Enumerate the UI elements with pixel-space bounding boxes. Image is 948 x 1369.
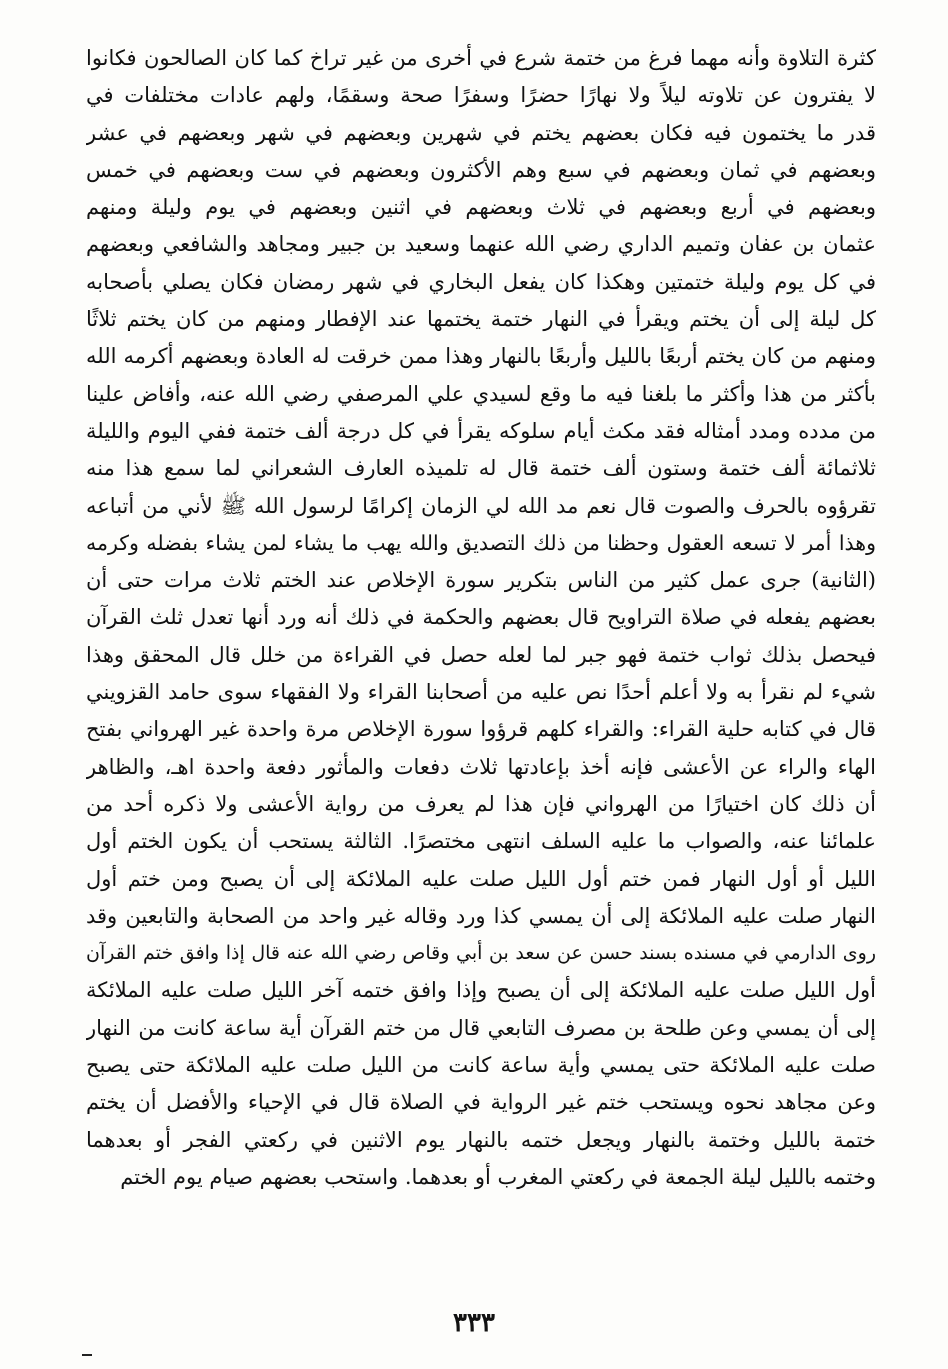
text-line: كثرة التلاوة وأنه مهما فرغ من ختمة شرع في أخرى من غير تراخ كما كان الصالحون فكانوا [86,46,876,70]
text-line: وبعضهم في ثمان وبعضهم في سبع وهم الأكثرون وبعضهم في ست وبعضهم في خمس [86,157,876,182]
text-line: وهذا أمر لا تسعه العقول وحظنا من ذلك التصديق والله يهب ما يشاء لمن يشاء بفضله وكرمه [86,530,876,555]
text-line: أول الليل صلت عليه الملائكة إلى أن يصبح وإذا وافق ختمه آخر الليل صلت عليه الملائكة [86,978,876,1003]
text-line: قدر ما يختمون فيه فكان بعضهم يختم في شهرين وبعضهم في شهر وبعضهم في عشر [86,120,876,145]
text-line: روى الدارمي في مسنده بسند حسن عن سعد بن أبي وقاص رضي الله عنه قال إذا وافق ختم القرآن [86,942,876,965]
text-body [86,40,876,1196]
text-line: علمائنا عنه، والصواب ما عليه السلف انتهى مختصرًا. الثالثة يستحب أن يكون الختم أول [86,829,876,854]
text-line: أن ذلك كان اختيارًا من الهرواني فإن هذا لم يعرف من رواية الأعشى ولا ذكره أحد من [86,791,876,816]
text-line: صلت عليه الملائكة حتى يمسي وأية ساعة كانت من الليل صلت عليه الملائكة حتى يصبح [86,1053,876,1078]
text-line: ومنهم من كان يختم أربعًا بالليل وأربعًا بالنهار وهذا ممن خرقت له العادة وبعضهم أكرمه الله [86,344,876,369]
text-line: فيحصل بذلك ثواب ختمة فهو جبر لما لعله حصل في القراءة من خلل قال المحقق وهذا [86,642,876,667]
text-line: لا يفترون عن تلاوته ليلاً ولا نهارًا حضرًا وسفرًا صحة وسقمًا، ولهم عادات مختلفات في [86,83,876,108]
scan-mark [82,1354,92,1356]
text-line: وبعضهم في أربع وبعضهم في ثلاث وبعضهم في اثنين وبعضهم في يوم وليلة ومنهم [86,195,876,220]
text-line: الهاء والراء عن الأعشى فإنه أخذ بإعادتها ثلاث دفعات والمأثور دفعة واحدة اهـ، والظاهر [86,754,876,779]
text-line: ثلاثمائة ألف ختمة وستون ألف ختمة قال له تلميذه العارف الشعراني لما سمع هذا منه [86,456,876,481]
text-line: وختمه بالليل ليلة الجمعة في ركعتي المغرب أو بعدهما. واستحب بعضهم صيام يوم الختم [120,1164,876,1189]
text-line: شيء لم نقرأ به ولا أعلم أحدًا نص عليه من أصحابنا القراء ولا الفقهاء سوى حامد القزويني [86,680,876,705]
text-line: في كل يوم وليلة ختمتين وهكذا كان يفعل البخاري في شهر رمضان فكان يصلي بأصحابه [86,269,876,294]
text-line: (الثانية) جرى عمل كثير من الناس بتكرير سورة الإخلاص عند الختم ثلاث مرات حتى أن [86,568,876,593]
text-line: الليل أو أول النهار فمن ختم أول الليل صلت عليه الملائكة إلى أن يصبح ومن ختم أول [86,866,876,891]
text-line: إلى أن يمسي وعن طلحة بن مصرف التابعي قال من ختم القرآن أية ساعة كانت من النهار [86,1015,876,1040]
text-line: بعضهم يفعله في صلاة التراويح قال بعضهم والحكمة في ذلك أنه ورد أنها تعدل ثلث القرآن [86,605,876,630]
text-line: وعن مجاهد نحوه ويستحب ختم غير الرواية في الصلاة قال في الإحياء والأفضل أن يختم [86,1090,876,1115]
text-line: كل ليلة إلى أن يختم ويقرأ في النهار ختمة يختمها عند الإفطار ومنهم من كان يختم ثلاثًا [86,307,876,332]
text-line: قال في كتابه حلية القراء: والقراء كلهم قرؤوا سورة الإخلاص مرة واحدة غير الهرواني بفتح [86,717,876,742]
page-number: ٣٣٣ [453,1308,495,1338]
text-line: النهار صلت عليه الملائكة إلى أن يمسي كذا ورد وقاله غير واحد من الصحابة والتابعين وقد [86,903,876,928]
text-line: عثمان بن عفان وتميم الداري رضي الله عنهما وسعيد بن جبير ومجاهد والشافعي وبعضهم [86,232,876,257]
text-line: بأكثر من هذا وأكثر ما بلغنا فيه ما وقع لسيدي علي المرصفي رضي الله عنه، وأفاض علينا [86,381,876,406]
text-line: من مدده ومدد أمثاله فقد مكث أيام سلوكه يقرأ في كل درجة ألف ختمة ففي اليوم والليلة [86,418,876,443]
text-line: ختمة بالليل وختمة بالنهار ويجعل ختمه بالنهار يوم الاثنين في ركعتي الفجر أو بعدهما [86,1127,876,1152]
text-line: تقرؤوه بالحرف والصوت قال نعم مد الله لي الزمان إكرامًا لرسول الله ﷺ لأني من أتباعه [86,493,876,518]
